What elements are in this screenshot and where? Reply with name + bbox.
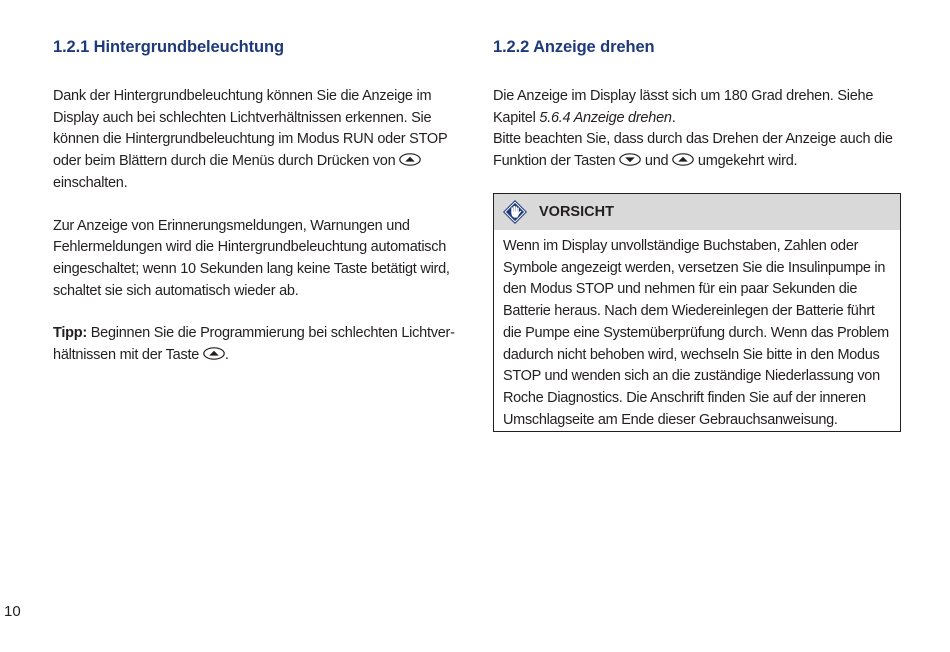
down-arrow-key-icon [619, 153, 641, 166]
rotate-p1-end: . [671, 109, 676, 126]
heading-rotate-display: 1.2.2 Anzeige drehen [493, 38, 655, 56]
backlight-p1-end: einschalten. [53, 174, 128, 191]
chapter-reference: 5.6.4 Anzeige drehen [539, 109, 672, 126]
backlight-paragraph-2: Zur Anzeige von Erinnerungsmeldungen, Warnungen und Fehlermeldungen wird die Hintergrundbeleuchtung automatisch eingeschaltet; wenn 10 Sekunden lang keine Taste betätigt wird, schaltet sie sich automatisch wieder ab. [53, 217, 450, 299]
tip-text: Beginnen Sie die Programmierung bei schlechten Lichtverhältnissen mit der Taste [53, 325, 455, 364]
up-arrow-key-icon [203, 347, 225, 360]
rotate-p2-and: und [644, 153, 669, 170]
rotate-paragraph [493, 86, 905, 173]
tip-paragraph [53, 323, 468, 366]
caution-box [493, 193, 901, 432]
hand-stop-warning-icon [502, 199, 528, 225]
right-column [493, 38, 905, 173]
up-arrow-key-icon [399, 153, 421, 166]
rotate-p2-text: Bitte beachten Sie, dass durch das Drehen der Anzeige auch die Funktion der Tasten [493, 131, 893, 170]
rotate-p1-text: Die Anzeige im Display lässt sich um 180 Grad drehen. Siehe Kapitel [493, 88, 874, 126]
tip-end: . [224, 347, 229, 364]
left-column [53, 38, 468, 367]
page-number: 10 [4, 603, 21, 620]
tip-label: Tipp: [53, 325, 87, 342]
caution-title: VORSICHT [539, 204, 614, 220]
caution-header [494, 194, 900, 230]
caution-text: Wenn im Display unvollständige Buchstaben, Zahlen oder Symbole angezeigt werden, versetzen Sie die Insulinpumpe in den Modus STOP und nehmen für ein paar Sekunden die Batterie heraus. Nach dem Wiedereinlegen der Batterie führt die Pumpe eine Systemüberprüfung durch. Wenn das Problem dadurch nicht behoben wird, wechseln Sie bitte in den Modus STOP und wenden sich an die zuständige Niederlassung von Roche Diagnostics. Die Anschrift finden Sie auf der inneren Umschlagseite am Ende dieser Gebrauchsanweisung. [503, 238, 889, 428]
up-arrow-key-icon [672, 153, 694, 166]
heading-backlight: 1.2.1 Hintergrundbeleuchtung [53, 38, 284, 56]
rotate-p2-end: umgekehrt wird. [697, 153, 798, 170]
backlight-paragraph-1 [53, 86, 468, 195]
backlight-p1-text: Dank der Hintergrundbeleuchtung können Sie die Anzeige im Display auch bei schlechten Lichtverhältnissen erkennen. Sie können die Hintergrundbeleuchtung im Modus RUN oder STOP oder beim Blättern durch die Menüs durch Drücken von [53, 88, 448, 170]
caution-body [494, 230, 900, 431]
